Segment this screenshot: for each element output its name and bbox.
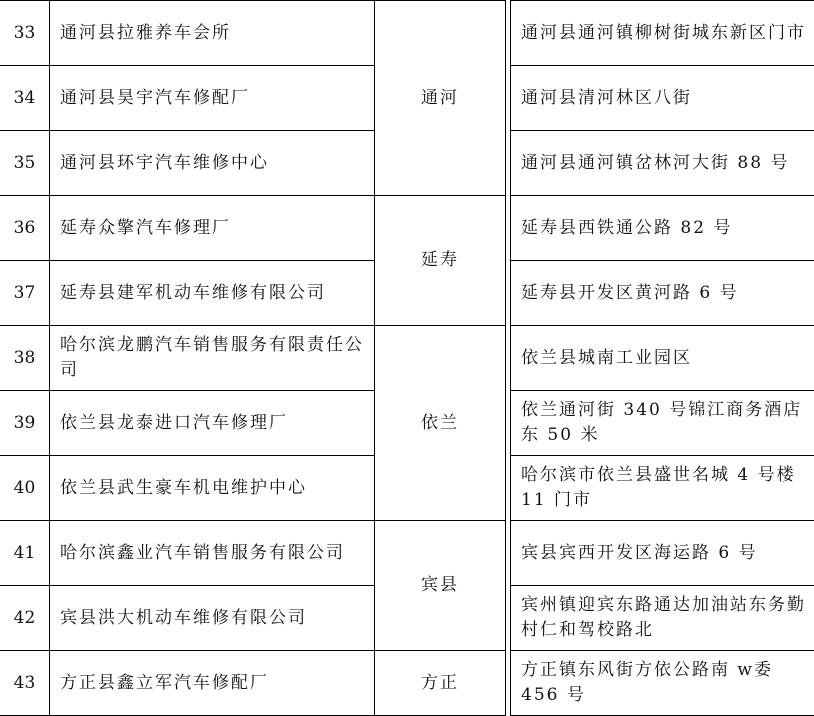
shop-name: 哈尔滨龙鹏汽车销售服务有限责任公司 [50,326,375,391]
row-number: 33 [0,1,50,66]
row-number: 34 [0,66,50,131]
shop-name: 依兰县武生豪车机电维护中心 [50,456,375,521]
row-number: 38 [0,326,50,391]
row-number: 36 [0,196,50,261]
shop-name: 依兰县龙泰进口汽车修理厂 [50,391,375,456]
region-cell: 方正 [375,651,506,716]
shop-name: 哈尔滨鑫业汽车销售服务有限公司 [50,521,375,586]
shop-address: 延寿县开发区黄河路 6 号 [511,261,814,326]
shop-address: 依兰通河街 340 号锦江商务酒店东 50 米 [511,391,814,456]
shop-name: 方正县鑫立军汽车修配厂 [50,651,375,716]
row-number: 35 [0,131,50,196]
row-number: 42 [0,586,50,651]
table-row [0,196,814,261]
row-number: 37 [0,261,50,326]
row-number: 39 [0,391,50,456]
shop-address: 方正镇东风街方依公路南 w委456 号 [511,651,814,716]
table-row [0,521,814,586]
shop-address: 通河县清河林区八街 [511,66,814,131]
shop-name: 延寿众擎汽车修理厂 [50,196,375,261]
shop-address: 宾县宾西开发区海运路 6 号 [511,521,814,586]
shop-name: 通河县拉雅养车会所 [50,1,375,66]
shop-name: 通河县昊宇汽车修配厂 [50,66,375,131]
shop-address: 宾州镇迎宾东路通达加油站东务勤村仁和驾校路北 [511,586,814,651]
shop-address: 通河县通河镇柳树街城东新区门市 [511,1,814,66]
table-row [0,326,814,391]
shop-name: 延寿县建军机动车维修有限公司 [50,261,375,326]
shop-address: 依兰县城南工业园区 [511,326,814,391]
table-row [0,1,814,66]
region-cell: 宾县 [375,521,506,651]
shop-address: 哈尔滨市依兰县盛世名城 4 号楼 11 门市 [511,456,814,521]
row-number: 40 [0,456,50,521]
shop-name: 通河县环宇汽车维修中心 [50,131,375,196]
shop-address: 延寿县西铁通公路 82 号 [511,196,814,261]
row-number: 43 [0,651,50,716]
shop-name: 宾县洪大机动车维修有限公司 [50,586,375,651]
region-cell: 延寿 [375,196,506,326]
region-cell: 依兰 [375,326,506,521]
shop-address: 通河县通河镇岔林河大街 88 号 [511,131,814,196]
row-number: 41 [0,521,50,586]
table-row [0,651,814,716]
region-cell: 通河 [375,1,506,196]
